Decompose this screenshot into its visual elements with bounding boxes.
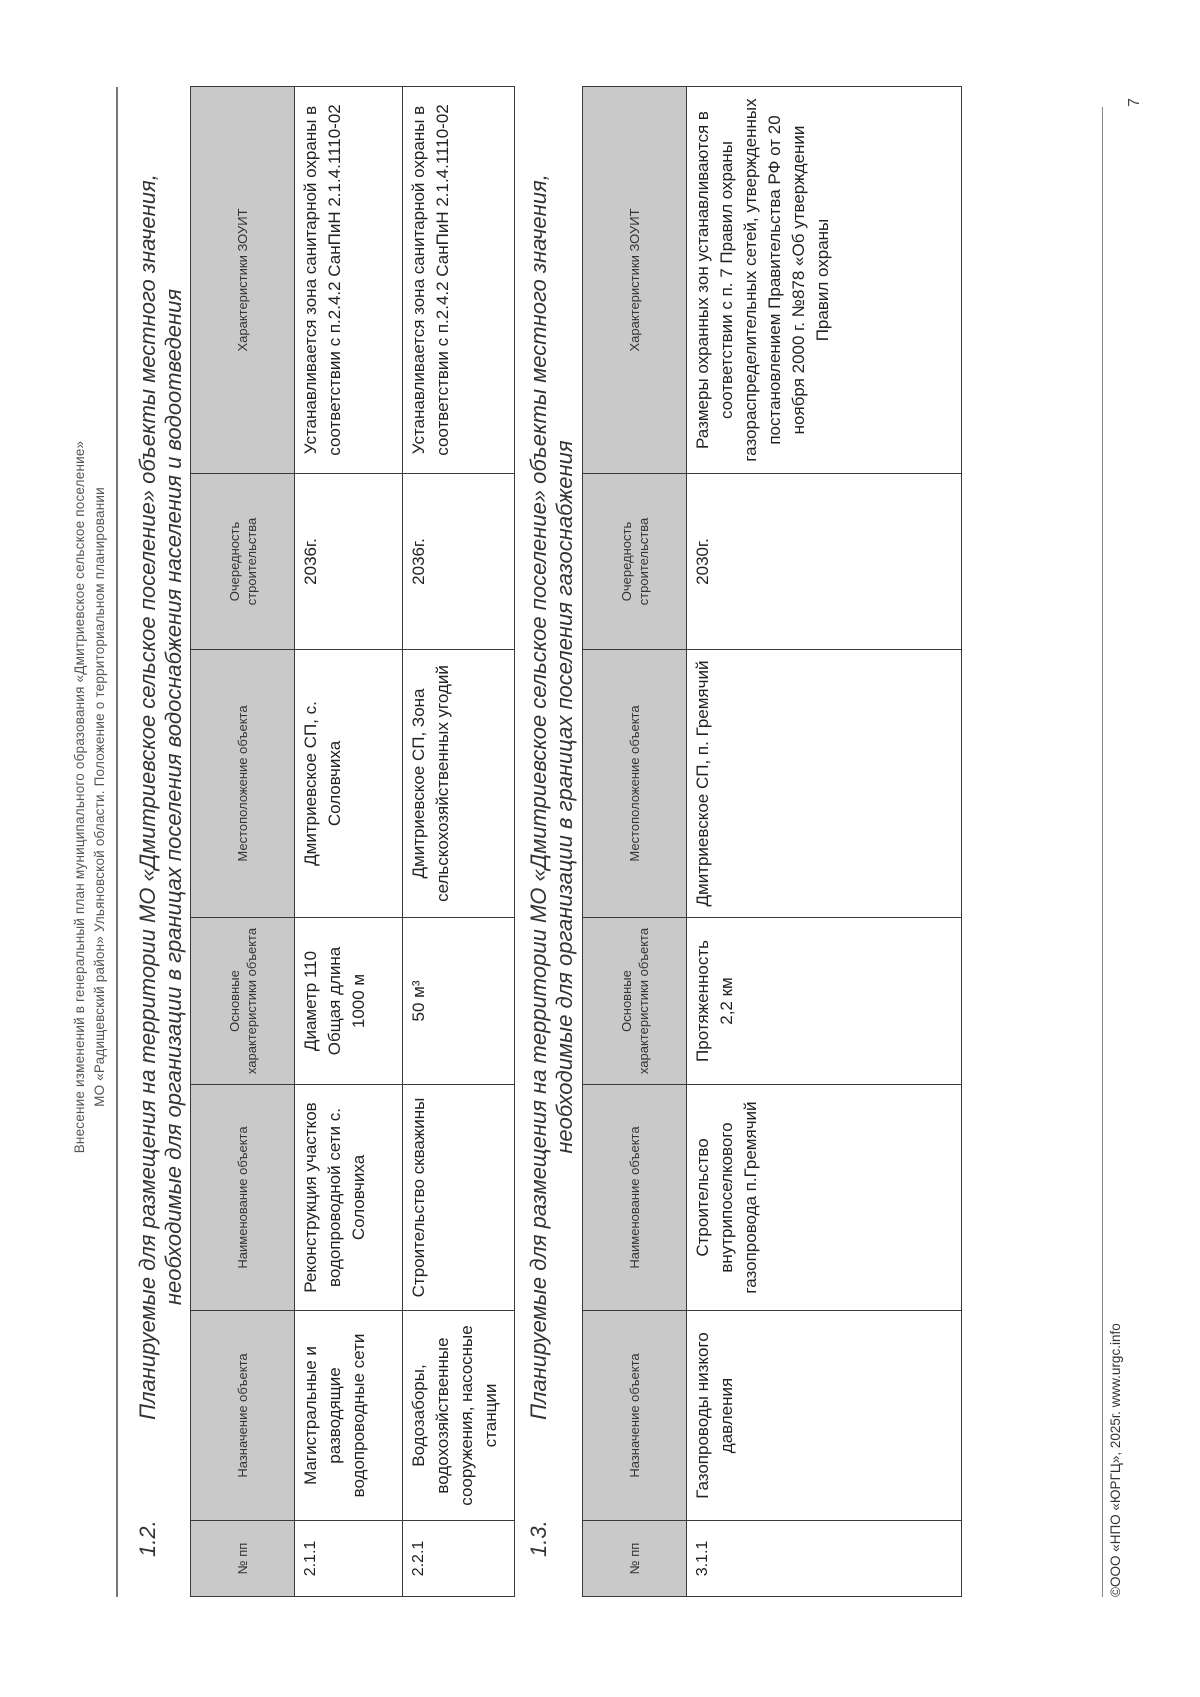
section-title-line-2: необходимые для организации в границах поселения газоснабжения — [552, 440, 577, 1154]
col-header-zone: Характеристики ЗОУИТ — [583, 87, 687, 474]
footer-divider — [1102, 107, 1103, 1597]
cell-order: 2030г. — [687, 474, 962, 650]
col-header-order: Очередность строительства — [191, 474, 295, 650]
table-row — [295, 87, 403, 1597]
water-supply-table — [190, 86, 515, 1597]
cell-specs: 50 м³ — [403, 918, 515, 1085]
cell-location: Дмитриевское СП, с. Соловчиха — [295, 650, 403, 918]
cell-purpose: Магистральные и разводящие водопроводные сети — [295, 1311, 403, 1521]
cell-name: Строительство внутрипоселкового газопровода п.Гремячий — [687, 1085, 962, 1311]
cell-order: 2036г. — [295, 474, 403, 650]
cell-purpose: Газопроводы низкого давления — [687, 1311, 962, 1521]
col-header-location: Местоположение объекта — [191, 650, 295, 918]
cell-num: 3.1.1 — [687, 1521, 962, 1597]
col-header-purpose: Назначение объекта — [191, 1311, 295, 1521]
section-number: 1.2. — [135, 1520, 160, 1557]
gas-supply-table — [582, 86, 962, 1597]
col-header-order: Очередность строительства — [583, 474, 687, 650]
header-divider — [116, 87, 118, 1597]
section-title-line-1: Планируемые для размещения на территории МО «Дмитриевское сельское поселение» объекты местного значения, — [135, 174, 160, 1420]
table-row — [687, 87, 962, 1597]
col-header-specs: Основные характеристики объекта — [191, 918, 295, 1085]
col-header-purpose: Назначение объекта — [583, 1311, 687, 1521]
table-row — [403, 87, 515, 1597]
col-header-location: Местоположение объекта — [583, 650, 687, 918]
cell-zone: Размеры охранных зон устанавливаются в соответствии с п. 7 Правил охраны газораспределительных сетей, утвержденных постановлением Правительства РФ от 20 ноября 2000 г. №878 «Об утверждении Правил охраны — [687, 87, 962, 474]
cell-location: Дмитриевское СП, Зона сельскохозяйственных угодий — [403, 650, 515, 918]
cell-location: Дмитриевское СП, п. Гремячий — [687, 650, 962, 918]
section-number: 1.3. — [526, 1520, 551, 1557]
cell-specs: Диаметр 110 Общая длина 1000 м — [295, 918, 403, 1085]
footer-copyright: ©ООО «НПО «ЮРГЦ», 2025г. www.urgc.info — [1108, 1323, 1123, 1597]
running-header — [70, 87, 110, 1507]
cell-name: Строительство скважины — [403, 1085, 515, 1311]
section-1-2-heading — [135, 87, 191, 1557]
cell-num: 2.1.1 — [295, 1521, 403, 1597]
col-header-specs: Основные характеристики объекта — [583, 918, 687, 1085]
section-title-line-1: Планируемые для размещения на территории МО «Дмитриевское сельское поселение» объекты местного значения, — [526, 174, 551, 1420]
table-header-row — [191, 87, 295, 1597]
cell-zone: Устанавливается зона санитарной охраны в соответствии с п.2.4.2 СанПиН 2.1.4.1110-02 — [295, 87, 403, 474]
col-header-num: № пп — [583, 1521, 687, 1597]
cell-name: Реконструкция участков водопроводной сети с. Соловчиха — [295, 1085, 403, 1311]
header-line-1: Внесение изменений в генеральный план муниципального образования «Дмитриевское сельское поселение» — [72, 440, 87, 1154]
table-header-row — [583, 87, 687, 1597]
cell-zone: Устанавливается зона санитарной охраны в соответствии с п.2.4.2 СанПиН 2.1.4.1110-02 — [403, 87, 515, 474]
section-title-line-2: необходимые для организации в границах поселения водоснабжения населения и водоотведения — [161, 288, 186, 1306]
cell-specs: Протяженность 2,2 км — [687, 918, 962, 1085]
page-number: 7 — [1126, 98, 1143, 107]
col-header-num: № пп — [191, 1521, 295, 1597]
cell-order: 2036г. — [403, 474, 515, 650]
header-line-2: МО «Радищевский район» Ульяновской области. Положение о территориальном планировании — [92, 487, 107, 1107]
col-header-zone: Характеристики ЗОУИТ — [191, 87, 295, 474]
cell-purpose: Водозаборы, водохозяйственные сооружения, насосные станции — [403, 1311, 515, 1521]
col-header-name: Наименование объекта — [583, 1085, 687, 1311]
col-header-name: Наименование объекта — [191, 1085, 295, 1311]
section-1-3-heading — [526, 87, 582, 1557]
cell-num: 2.2.1 — [403, 1521, 515, 1597]
